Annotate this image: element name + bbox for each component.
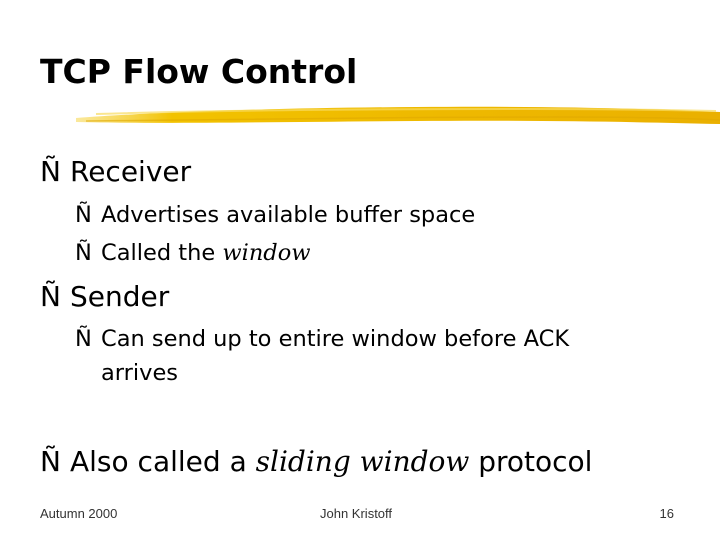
bullet-glyph: Ñ [40,445,61,478]
emphasis-window: window [222,240,311,266]
slide-title: TCP Flow Control [40,52,358,91]
footer-author: John Kristoff [320,506,393,521]
bullet-receiver [40,155,191,188]
sub-bullet-can-send [75,326,569,352]
sub-bullet-advertises [75,202,475,228]
bullet-text: Can send up to entire window before ACK [101,326,570,352]
title-underline-brushstroke [76,100,720,132]
bullet-glyph: Ñ [75,202,92,228]
bullet-text: Sender [70,280,170,313]
bullet-text: Advertises available buffer space [101,202,476,228]
bullet-text-tail: protocol [469,445,593,478]
bullet-sliding-window [40,445,592,478]
bullet-text: Also called a [70,445,256,478]
bullet-sender [40,280,169,313]
bullet-text: Called the [101,240,223,266]
bullet-glyph: Ñ [40,155,61,188]
bullet-text: Receiver [70,155,192,188]
bullet-glyph: Ñ [75,326,92,352]
bullet-glyph: Ñ [75,240,92,266]
bullet-glyph: Ñ [40,280,61,313]
sub-bullet-can-send-continuation: arrives [101,360,179,386]
sub-bullet-called-window [75,240,311,266]
emphasis-sliding-window: sliding window [255,445,470,478]
footer-date: Autumn 2000 [40,506,118,521]
footer-page-number: 16 [659,506,674,521]
